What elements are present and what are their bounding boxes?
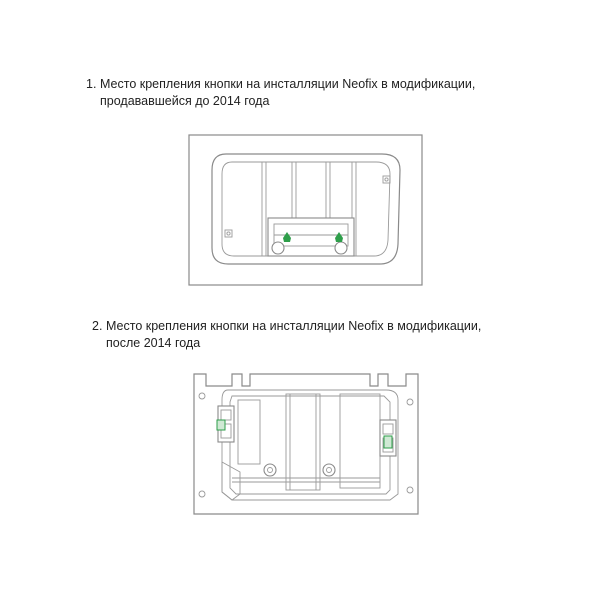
hole-bottom-right: [407, 487, 413, 493]
green-mount-clip-right: [384, 436, 392, 448]
hole-bottom-left: [199, 491, 205, 497]
caption-2: [92, 318, 572, 352]
caption-1: [86, 76, 566, 110]
caption-2-number: 2.: [92, 319, 103, 333]
hole-top-right: [407, 399, 413, 405]
frame-outline: [222, 390, 398, 500]
mount-screw-left: [272, 242, 284, 254]
green-mount-clip-left: [217, 420, 225, 430]
caption-2-line2: после 2014 года: [106, 336, 201, 350]
mount-screw-left: [264, 464, 276, 476]
caption-1-line2: продававшейся до 2014 года: [100, 94, 270, 108]
frame-tab-left: [225, 230, 232, 237]
frame-tab-top-right: [383, 176, 390, 183]
installation-frame-post-2014-diagram: [192, 366, 422, 516]
caption-1-line1: Место крепления кнопки на инсталляции Neofix в модификации,: [100, 77, 476, 91]
mount-screw-right: [323, 464, 335, 476]
right-pocket: [340, 394, 380, 488]
hole-top-left: [199, 393, 205, 399]
frame-inner-outline: [230, 396, 390, 494]
installation-frame-pre-2014-diagram: [188, 134, 424, 288]
caption-2-line1: Место крепления кнопки на инсталляции Neofix в модификации,: [106, 319, 482, 333]
frame-hole-top-right: [385, 178, 388, 181]
mount-screw-right: [335, 242, 347, 254]
caption-1-number: 1.: [86, 77, 97, 91]
center-column: [286, 394, 320, 490]
frame-hole-left: [227, 232, 230, 235]
left-pocket: [238, 400, 260, 464]
